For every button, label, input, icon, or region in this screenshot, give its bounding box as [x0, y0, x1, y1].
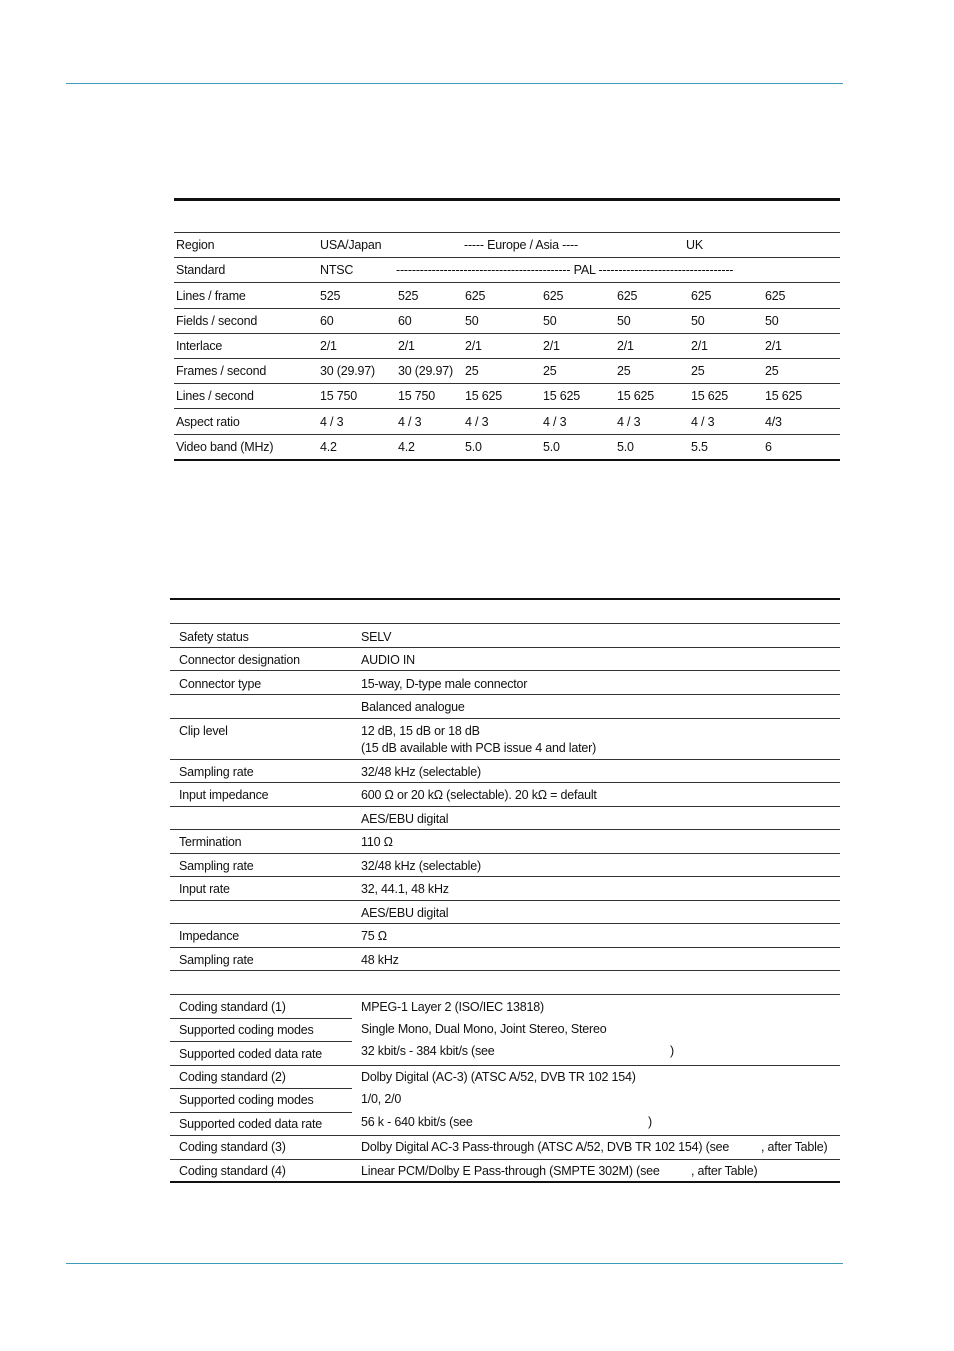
coding-value: 1/0, 2/0: [361, 1092, 402, 1106]
spec-value: 48 kHz: [361, 953, 399, 967]
table-cell: 25: [465, 364, 479, 378]
table-cell: 2/1: [465, 339, 482, 353]
spec-label: Safety status: [179, 630, 249, 644]
table-cell: 60: [398, 314, 412, 328]
coding-value: Dolby Digital (AC-3) (ATSC A/52, DVB TR 102 154): [361, 1070, 636, 1084]
table-cell: 4 / 3: [617, 415, 641, 429]
coding-label: Supported coded data rate: [179, 1117, 323, 1131]
spec-label: Connector designation: [179, 653, 300, 667]
coding-label: Coding standard (2): [179, 1070, 286, 1084]
table-cell: 625: [691, 289, 712, 303]
row-label: Lines / frame: [176, 289, 246, 303]
footer-rule: [66, 1263, 843, 1264]
row-label: Video band (MHz): [176, 440, 274, 454]
table-cell: 525: [320, 289, 341, 303]
table-cell: 2/1: [765, 339, 782, 353]
coding-value: MPEG-1 Layer 2 (ISO/IEC 13818): [361, 1000, 544, 1014]
table-cell: 30 (29.97): [320, 364, 375, 378]
spec-value: AES/EBU digital: [361, 906, 449, 920]
table-cell: -------------------------------------------- PAL ----------------------------------: [396, 263, 734, 277]
table-cell: 2/1: [320, 339, 337, 353]
table-cell: 50: [543, 314, 557, 328]
table-cell: 4 / 3: [691, 415, 715, 429]
table-top-border: [170, 598, 840, 600]
header-rule: [66, 83, 843, 84]
spec-value: (15 dB available with PCB issue 4 and later): [361, 741, 597, 755]
spec-label: Input rate: [179, 882, 230, 896]
table-cell: 4 / 3: [398, 415, 422, 429]
spec-value: 15-way, D-type male connector: [361, 677, 528, 691]
coding-value-end: , after Table): [761, 1140, 828, 1154]
table-cell: 4 / 3: [320, 415, 344, 429]
table-cell: 2/1: [543, 339, 560, 353]
table-cell: 2/1: [617, 339, 634, 353]
table-cell: 6: [765, 440, 772, 454]
spec-label: Sampling rate: [179, 859, 254, 873]
spec-value: AUDIO IN: [361, 653, 415, 667]
coding-label: Coding standard (3): [179, 1140, 286, 1154]
row-label: Lines / second: [176, 389, 254, 403]
table-cell: 15 625: [617, 389, 655, 403]
spec-value: 600 Ω or 20 kΩ (selectable). 20 kΩ = default: [361, 788, 597, 802]
table-cell: UK: [686, 238, 703, 252]
table-cell: USA/Japan: [320, 238, 382, 252]
table-cell: 25: [691, 364, 705, 378]
coding-label: Supported coded data rate: [179, 1047, 323, 1061]
table-cell: 60: [320, 314, 334, 328]
spec-label: Connector type: [179, 677, 261, 691]
coding-label: Supported coding modes: [179, 1093, 314, 1107]
table-cell: 625: [543, 289, 564, 303]
table-cell: 625: [617, 289, 638, 303]
coding-label: Coding standard (4): [179, 1164, 286, 1178]
coding-value: Linear PCM/Dolby E Pass-through (SMPTE 302M) (see: [361, 1164, 660, 1178]
table-cell: 625: [465, 289, 486, 303]
table-cell: 4.2: [398, 440, 415, 454]
table-cell: 15 750: [398, 389, 436, 403]
spec-value: 110 Ω: [361, 835, 393, 849]
spec-value: AES/EBU digital: [361, 812, 449, 826]
row-label: Aspect ratio: [176, 415, 240, 429]
spec-label: Input impedance: [179, 788, 269, 802]
table-cell: 5.0: [465, 440, 482, 454]
coding-value: Single Mono, Dual Mono, Joint Stereo, Stereo: [361, 1022, 607, 1036]
table-cell: 25: [543, 364, 557, 378]
spec-value: 75 Ω: [361, 929, 387, 943]
table-cell: 50: [765, 314, 779, 328]
table-cell: 15 625: [765, 389, 803, 403]
table-cell: 5.0: [617, 440, 634, 454]
row-label: Region: [176, 238, 215, 252]
row-label: Standard: [176, 263, 226, 277]
table-cell: 4 / 3: [465, 415, 489, 429]
spec-label: Clip level: [179, 724, 228, 738]
row-label: Frames / second: [176, 364, 267, 378]
table-cell: 2/1: [691, 339, 708, 353]
coding-value: 56 k - 640 kbit/s (see: [361, 1115, 473, 1129]
spec-value: 32/48 kHz (selectable): [361, 765, 481, 779]
spec-value: SELV: [361, 630, 392, 644]
coding-label: Supported coding modes: [179, 1023, 314, 1037]
table-cell: 15 625: [543, 389, 581, 403]
spec-label: Impedance: [179, 929, 240, 943]
spec-value: 32/48 kHz (selectable): [361, 859, 481, 873]
table-cell: 4.2: [320, 440, 337, 454]
spec-value: Balanced analogue: [361, 700, 465, 714]
row-label: Fields / second: [176, 314, 258, 328]
spec-value: 12 dB, 15 dB or 18 dB: [361, 724, 480, 738]
table-cell: 15 625: [465, 389, 503, 403]
spec-label: Termination: [179, 835, 242, 849]
coding-value-end: , after Table): [691, 1164, 758, 1178]
spec-label: Sampling rate: [179, 953, 254, 967]
row-label: Interlace: [176, 339, 223, 353]
table-cell: 25: [765, 364, 779, 378]
table-cell: 25: [617, 364, 631, 378]
table-cell: 525: [398, 289, 419, 303]
table-cell: 5.0: [543, 440, 560, 454]
table-cell: 50: [617, 314, 631, 328]
table-cell: 625: [765, 289, 786, 303]
spec-value: 32, 44.1, 48 kHz: [361, 882, 449, 896]
video-standards-table: [174, 198, 840, 461]
table-cell: NTSC: [320, 263, 354, 277]
table-cell: 5.5: [691, 440, 708, 454]
coding-value: Dolby Digital AC-3 Pass-through (ATSC A/52, DVB TR 102 154) (see: [361, 1140, 730, 1154]
coding-value-end: ): [670, 1044, 674, 1058]
table-cell: 4/3: [765, 415, 782, 429]
table-cell: 4 / 3: [543, 415, 567, 429]
coding-value-end: ): [648, 1115, 652, 1129]
table-cell: 15 625: [691, 389, 729, 403]
audio-spec-table: [170, 598, 840, 1184]
table-cell: 30 (29.97): [398, 364, 453, 378]
table-cell: ----- Europe / Asia ----: [464, 238, 578, 252]
table-cell: 15 750: [320, 389, 358, 403]
table-top-border: [174, 198, 840, 201]
coding-label: Coding standard (1): [179, 1000, 286, 1014]
table-cell: 50: [691, 314, 705, 328]
table-cell: 2/1: [398, 339, 415, 353]
coding-value: 32 kbit/s - 384 kbit/s (see: [361, 1044, 495, 1058]
spec-label: Sampling rate: [179, 765, 254, 779]
table-cell: 50: [465, 314, 479, 328]
